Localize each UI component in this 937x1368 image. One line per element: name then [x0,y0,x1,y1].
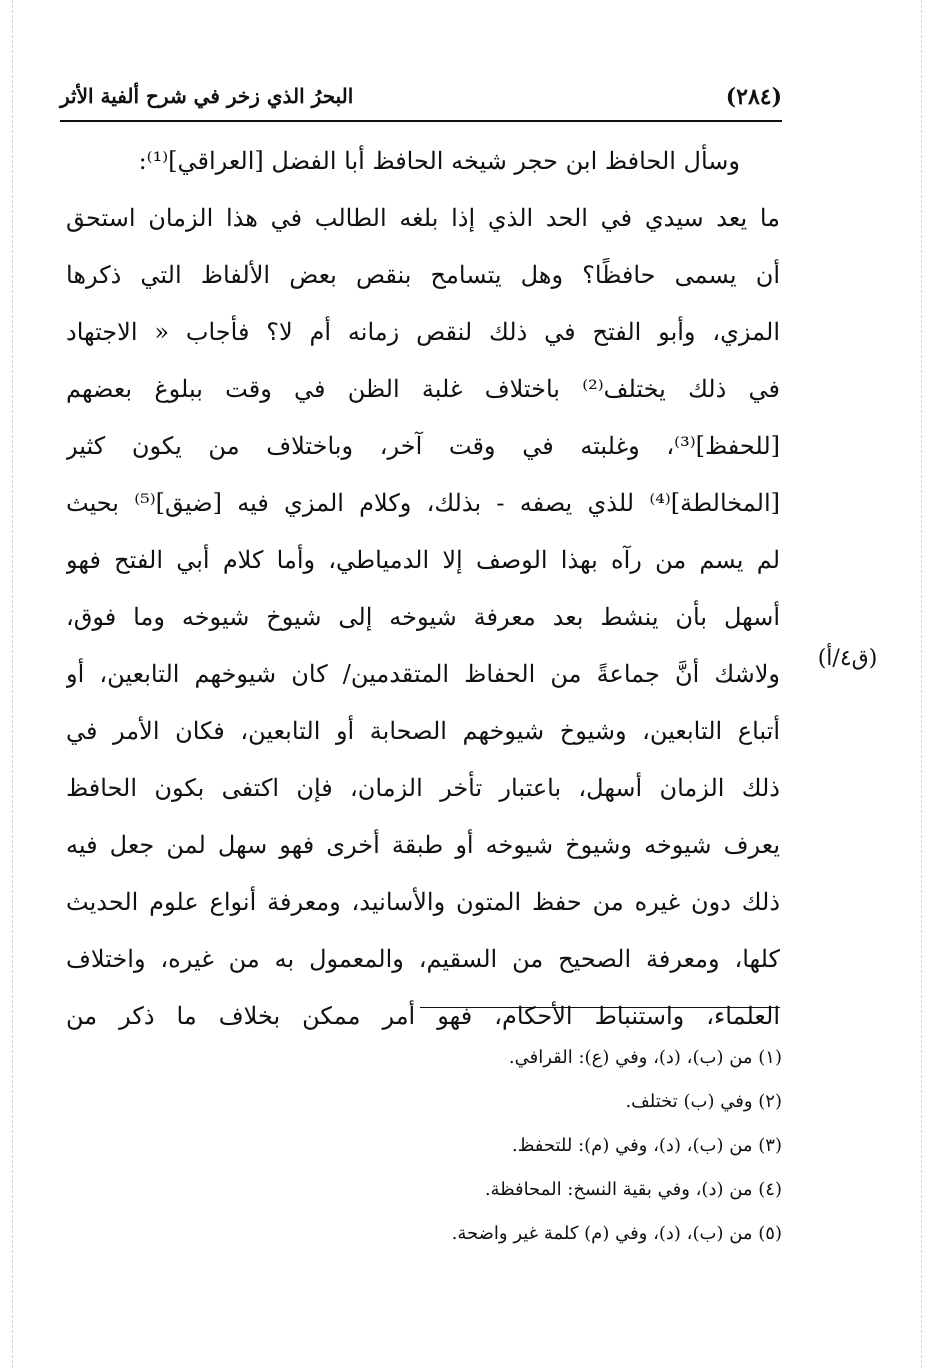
scan-margin-line-left [12,0,13,1368]
body-line: كلها، ومعرفة الصحيح من السقيم، والمعمول به من غيره، واختلاف [66,945,780,973]
body-line: وسأل الحافظ ابن حجر شيخه الحافظ أبا الفضل [العراقي]⁽¹⁾: [138,147,740,175]
manuscript-folio-marker: (ق٤/أ) [817,646,878,671]
body-line: ذلك دون غيره من حفظ المتون والأسانيد، ومعرفة أنواع علوم الحديث [66,888,780,916]
body-line: ما يعد سيدي في الحد الذي إذا بلغه الطالب في هذا الزمان استحق [66,204,780,232]
body-line: المزي، وأبو الفتح في ذلك لنقص زمانه أم لا؟ فأجاب « الاجتهاد [66,318,780,346]
body-line: أتباع التابعين، وشيوخ شيوخهم الصحابة أو التابعين، فكان الأمر في [66,717,780,745]
running-title: البحرُ الذي زخر في شرح ألفية الأثر [60,84,354,108]
body-line: ذلك الزمان أسهل، باعتبار تأخر الزمان، فإن اكتفى بكون الحافظ [66,774,780,802]
body-line: لم يسم من رآه بهذا الوصف إلا الدمياطي، وأما كلام أبي الفتح فهو [66,546,780,574]
footnote: (٤) من (د)، وفي بقية النسخ: المحافظة. [484,1179,782,1200]
body-line: [للحفظ]⁽³⁾، وغلبته في وقت آخر، وباختلاف من يكون كثير [66,432,780,460]
footnotes [330,1036,782,1256]
scan-margin-line-right [921,0,922,1368]
body-line: [المخالطة]⁽⁴⁾ للذي يصفه - بذلك، وكلام المزي فيه [ضيق]⁽⁵⁾ بحيث [66,489,780,517]
body-line: العلماء، واستنباط الأحكام، فهو أمر ممكن بخلاف ما ذكر من [66,1002,780,1030]
body-line: ولاشك أنَّ جماعةً من الحفاظ المتقدمين/ كان شيوخهم التابعين، أو [66,660,780,688]
footnote: (٢) وفي (ب) تختلف. [625,1091,782,1112]
footnote-rule [420,1007,780,1008]
body-line: يعرف شيوخه وشيوخ شيوخه أو طبقة أخرى فهو سهل لمن جعل فيه [66,831,780,859]
page-header [60,80,782,116]
body-line: في ذلك يختلف⁽²⁾ باختلاف غلبة الظن في وقت ببلوغ بعضهم [66,375,780,403]
footnote: (٣) من (ب)، (د)، وفي (م): للتحفظ. [511,1135,782,1156]
footnote: (١) من (ب)، (د)، وفي (ع): القرافي. [508,1047,782,1068]
header-rule [60,120,782,122]
page-number: (٢٨٤) [725,84,782,110]
footnote: (٥) من (ب)، (د)، وفي (م) كلمة غير واضحة. [451,1223,782,1244]
body-line: أن يسمى حافظًا؟ وهل يتسامح بنقص بعض الألفاظ التي ذكرها [66,261,780,289]
body-line: أسهل بأن ينشط بعد معرفة شيوخه إلى شيوخ شيوخه وما فوق، [66,603,780,631]
body-text [66,133,780,1045]
